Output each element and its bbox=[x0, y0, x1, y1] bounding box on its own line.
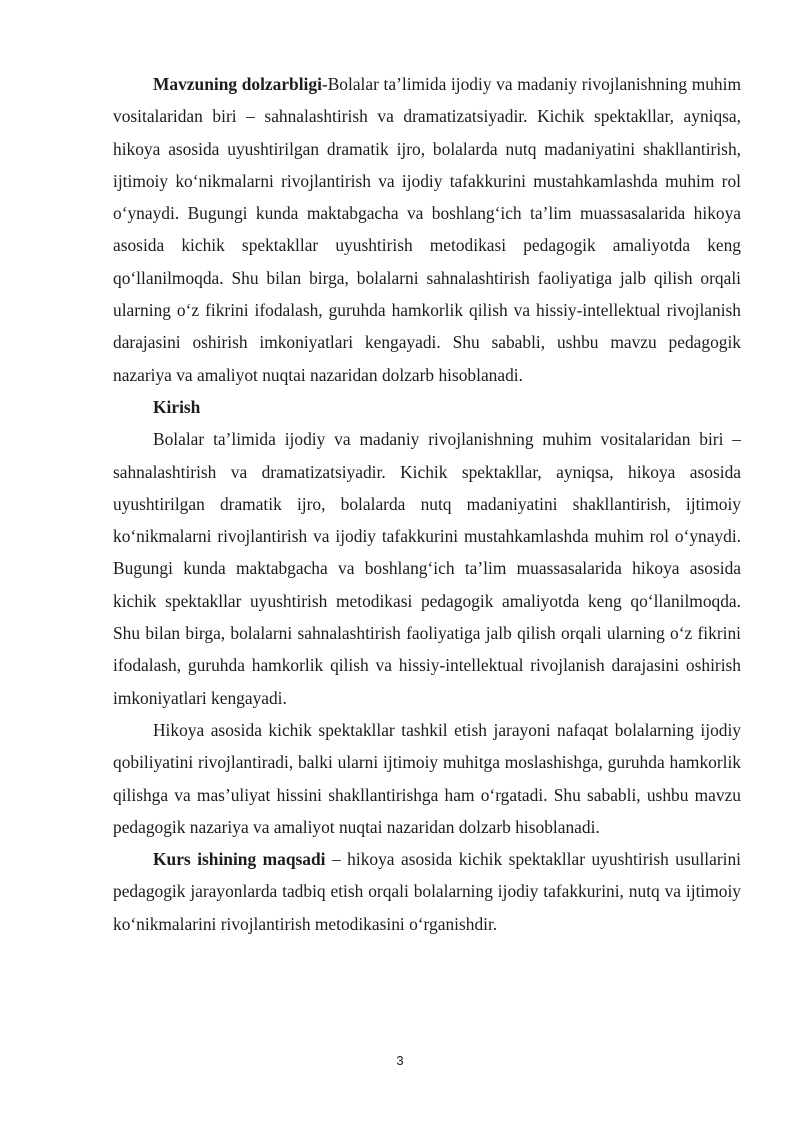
goal-lead: Kurs ishining maqsadi bbox=[153, 849, 326, 870]
relevance-paragraph bbox=[113, 68, 741, 391]
introduction-heading: Kirish bbox=[153, 396, 201, 417]
relevance-lead: Mavzuning dolzarbligi bbox=[153, 74, 322, 94]
goal-paragraph bbox=[113, 843, 741, 940]
introduction-paragraph: Bolalar ta’limida ijodiy va madaniy rivojlanishning muhim vositalaridan biri – sahnalashtirish va dramatizatsiyadir. Kichik spektakllar, ayniqsa, hikoya asosida uyushtirilgan dramatik ijro, bolalarda nutq madaniyatini shakllantirish, ijtimoiy ko‘nikmalarni rivojlantirish va ijodiy tafakkurini mustahkamlashda muhim rol o‘ynaydi. Bugungi kunda maktabgacha va boshlang‘ich ta’lim muassasalarida hikoya asosida kichik spektakllar uyushtirish metodikasi pedagogik amaliyotda keng qo‘llanilmoqda. Shu bilan birga, bolalarni sahnalashtirish faoliyatiga jalb qilish orqali ularning o‘z fikrini ifodalash, guruhda hamkorlik qilish va hissiy-intellektual rivojlanish darajasini oshirish imkoniyatlari kengayadi. bbox=[113, 429, 741, 708]
relevance-text: -Bolalar ta’limida ijodiy va madaniy rivojlanishning muhim vositalaridan biri – sahnalashtirish va dramatizatsiyadir. Kichik spektakllar, ayniqsa, hikoya asosida uyushtirilgan dramatik ijro, bolalarda nutq madaniyatini shakllantirish, ijtimoiy ko‘nikmalarni rivojlantirish va ijodiy tafakkurini mustahkamlashda muhim rol o‘ynaydi. Bugungi kunda maktabgacha va boshlang‘ich ta’lim muassasalarida hikoya asosida kichik spektakllar uyushtirish metodikasi pedagogik amaliyotda keng qo‘llanilmoqda. Shu bilan birga, bolalarni sahnalashtirish faoliyatiga jalb qilish orqali ularning o‘z fikrini ifodalash, guruhda hamkorlik qilish va hissiy-intellektual rivojlanish darajasini oshirish imkoniyatlari kengayadi. Shu sababli, ushbu mavzu pedagogik nazariya va amaliyot nuqtai nazaridan dolzarb hisoblanadi. bbox=[113, 74, 741, 385]
page-number: 3 bbox=[396, 1053, 404, 1068]
goal-text: – hikoya asosida kichik spektakllar uyushtirish usullarini pedagogik jarayonlarda tadbiq etish orqali bolalarning ijodiy tafakkurini, nutq va ijtimoiy ko‘nikmalarini rivojlantirish metodikasini o‘rganishdir. bbox=[113, 849, 741, 934]
document-page bbox=[113, 68, 741, 940]
process-paragraph: Hikoya asosida kichik spektakllar tashkil etish jarayoni nafaqat bolalarning ijodiy qobiliyatini rivojlantiradi, balki ularni ijtimoiy muhitga moslashishga, guruhda hamkorlik qilishga va mas’uliyat hissini shakllantirishga ham o‘rgatadi. Shu sababli, ushbu mavzu pedagogik nazariya va amaliyot nuqtai nazaridan dolzarb hisoblanadi. bbox=[113, 719, 741, 837]
